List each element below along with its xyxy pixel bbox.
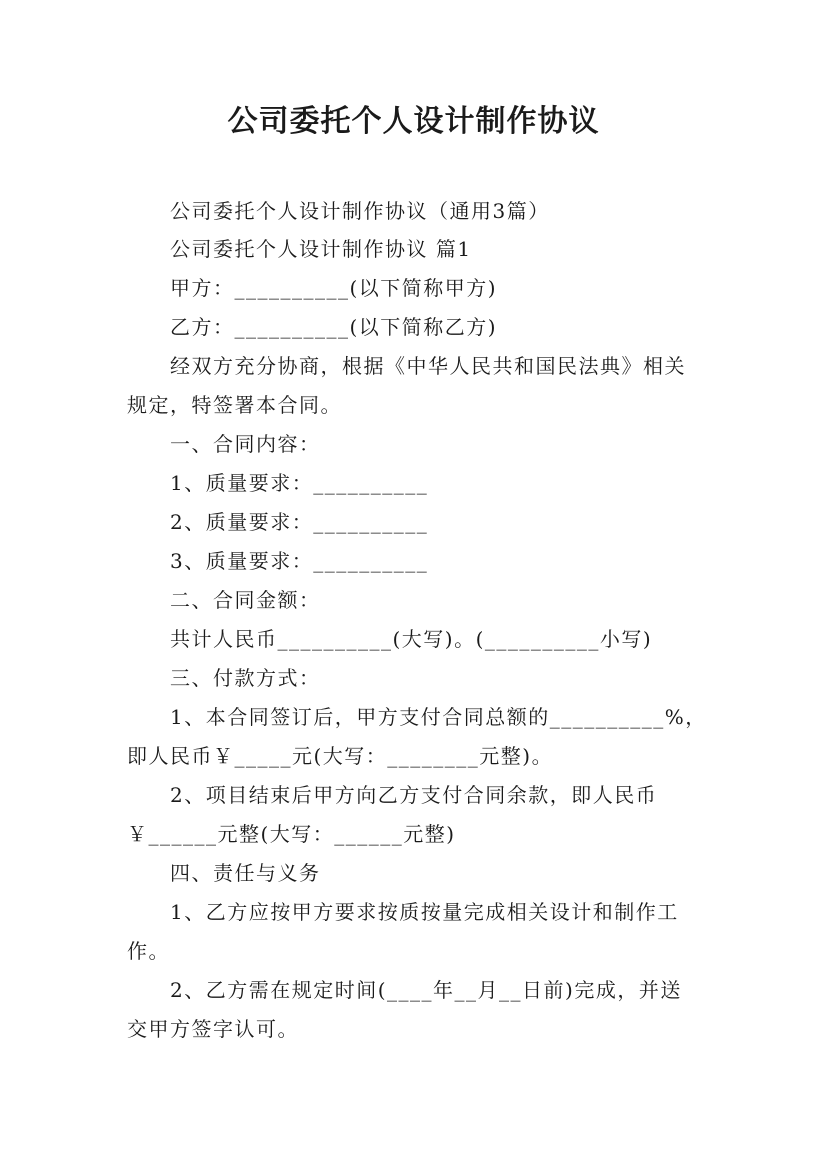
paragraph-line: 2、项目结束后甲方向乙方支付合同余款，即人民币 — [170, 783, 658, 807]
paragraph-line: 共计人民币__________(大写)。(__________小写) — [170, 627, 653, 651]
clause-heading: 二、合同金额： — [170, 588, 321, 612]
paragraph-line: 规定，特签署本合同。 — [127, 393, 342, 417]
clause-heading: 一、合同内容： — [170, 432, 321, 456]
paragraph-line: ￥______元整(大写：______元整) — [127, 822, 456, 846]
paragraph-line: 即人民币￥_____元(大写：________元整)。 — [127, 744, 554, 768]
clause-heading: 三、付款方式： — [170, 666, 321, 690]
paragraph-line: 经双方充分协商，根据《中华人民共和国民法典》相关 — [170, 354, 686, 378]
paragraph-line: 作。 — [127, 939, 170, 963]
paragraph-line: 1、乙方应按甲方要求按质按量完成相关设计和制作工 — [170, 900, 679, 924]
clause-item: 3、质量要求：__________ — [170, 549, 429, 573]
section-heading: 公司委托个人设计制作协议 篇1 — [170, 237, 472, 261]
party-a-line: 甲方：__________(以下简称甲方) — [170, 276, 498, 300]
clause-item: 1、质量要求：__________ — [170, 471, 429, 495]
party-b-line: 乙方：__________(以下简称乙方) — [170, 315, 498, 339]
clause-item: 2、质量要求：__________ — [170, 510, 429, 534]
paragraph-line: 交甲方签字认可。 — [127, 1017, 299, 1041]
clause-heading: 四、责任与义务 — [170, 861, 321, 885]
document-title: 公司委托个人设计制作协议 — [227, 104, 600, 139]
paragraph-line: 1、本合同签订后，甲方支付合同总额的__________%， — [170, 705, 707, 729]
paragraph-line: 2、乙方需在规定时间(____年__月__日前)完成，并送 — [170, 978, 682, 1002]
subtitle-line: 公司委托个人设计制作协议（通用3篇） — [170, 199, 550, 223]
